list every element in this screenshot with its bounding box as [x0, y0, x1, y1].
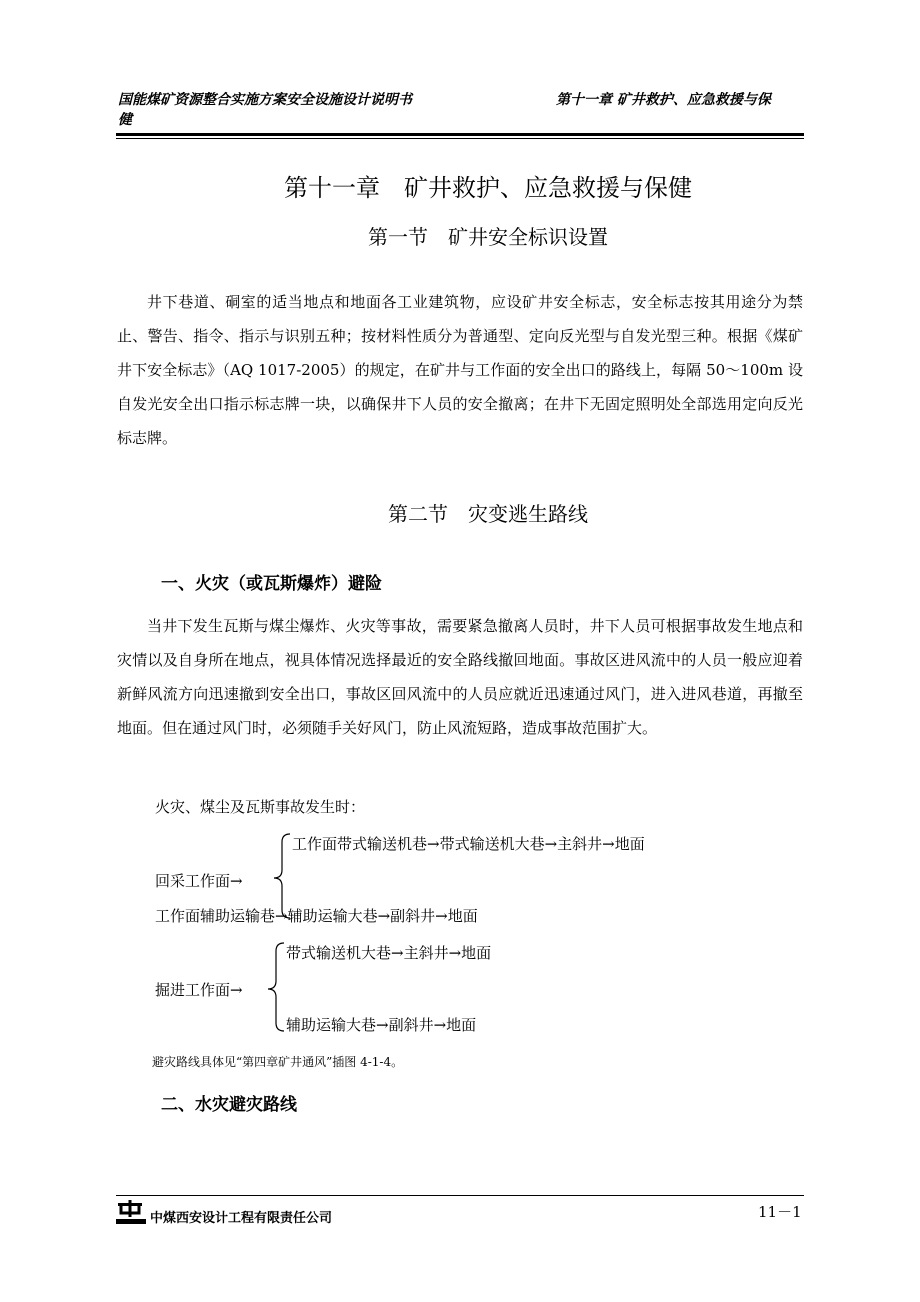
- header-document-title: 国能煤矿资源整合实施方案安全设施设计说明书: [118, 92, 412, 108]
- company-logo-icon: [116, 1200, 150, 1226]
- subsection-fire-paragraph: 当井下发生瓦斯与煤尘爆炸、火灾等事故，需要紧急撤离人员时，井下人员可根据事故发生地点和灾情以及自身所在地点，视具体情况选择最近的安全路线撤回地面。事故区进风流中的人员一般应迎着新鲜风流方向迅速撤到安全出口，事故区回风流中的人员应就近迅速通过风门，进入进风巷道，再撤至地面。但在通过风门时，必须随手关好风门，防止风流短路，造成事故范围扩大。: [117, 617, 803, 737]
- escape-route-note: 避灾路线具体见“第四章矿井通风”插图 4-1-4。: [152, 1055, 404, 1069]
- route-a-branch-bottom: 工作面辅助运输巷→辅助运输大巷→副斜井→地面: [155, 907, 478, 925]
- route-a-branch-top: 工作面带式输送机巷→带式输送机大巷→主斜井→地面: [292, 835, 645, 853]
- page-number: 11－1: [758, 1203, 802, 1221]
- footer-company-name: 中煤西安设计工程有限责任公司: [150, 1211, 333, 1226]
- route-b-brace-icon: [262, 941, 288, 1033]
- route-b-branch-top: 带式输送机大巷→主斜井→地面: [286, 944, 492, 962]
- subsection-fire-title: 一、火灾（或瓦斯爆炸）避险: [161, 574, 382, 594]
- section-2-title: 第二节 灾变逃生路线: [388, 502, 588, 526]
- route-b-origin: 掘进工作面→: [155, 981, 243, 999]
- header-rule-thick: [116, 133, 804, 136]
- section-1-paragraph: 井下巷道、硐室的适当地点和地面各工业建筑物，应设矿井安全标志，安全标志按其用途分为禁止、警告、指令、指示与识别五种；按材料性质分为普通型、定向反光型与自发光型三种。根据《煤矿井下安全标志》（AQ 1017-2005）的规定，在矿井与工作面的安全出口的路线上，每隔 50～100m 设自发光安全出口指示标志牌一块，以确保井下人员的安全撤离；在井下无固定照明处全部选用定向反光标志牌。: [117, 293, 803, 447]
- route-b-branch-bottom: 辅助运输大巷→副斜井→地面: [286, 1016, 477, 1034]
- section-1-title: 第一节 矿井安全标识设置: [368, 225, 608, 249]
- chapter-title: 第十一章 矿井救护、应急救援与保健: [284, 174, 692, 202]
- route-a-brace-icon: [268, 832, 294, 920]
- route-a-origin: 回采工作面→: [155, 872, 243, 890]
- subsection-flood-title: 二、水灾避灾路线: [161, 1095, 297, 1115]
- header-chapter-title: 第十一章 矿井救护、应急救援与保: [556, 92, 771, 108]
- footer-rule: [116, 1195, 804, 1196]
- header-document-title-wrap: 健: [118, 112, 132, 128]
- escape-intro: 火灾、煤尘及瓦斯事故发生时：: [155, 798, 366, 816]
- header-rule-thin: [116, 138, 804, 139]
